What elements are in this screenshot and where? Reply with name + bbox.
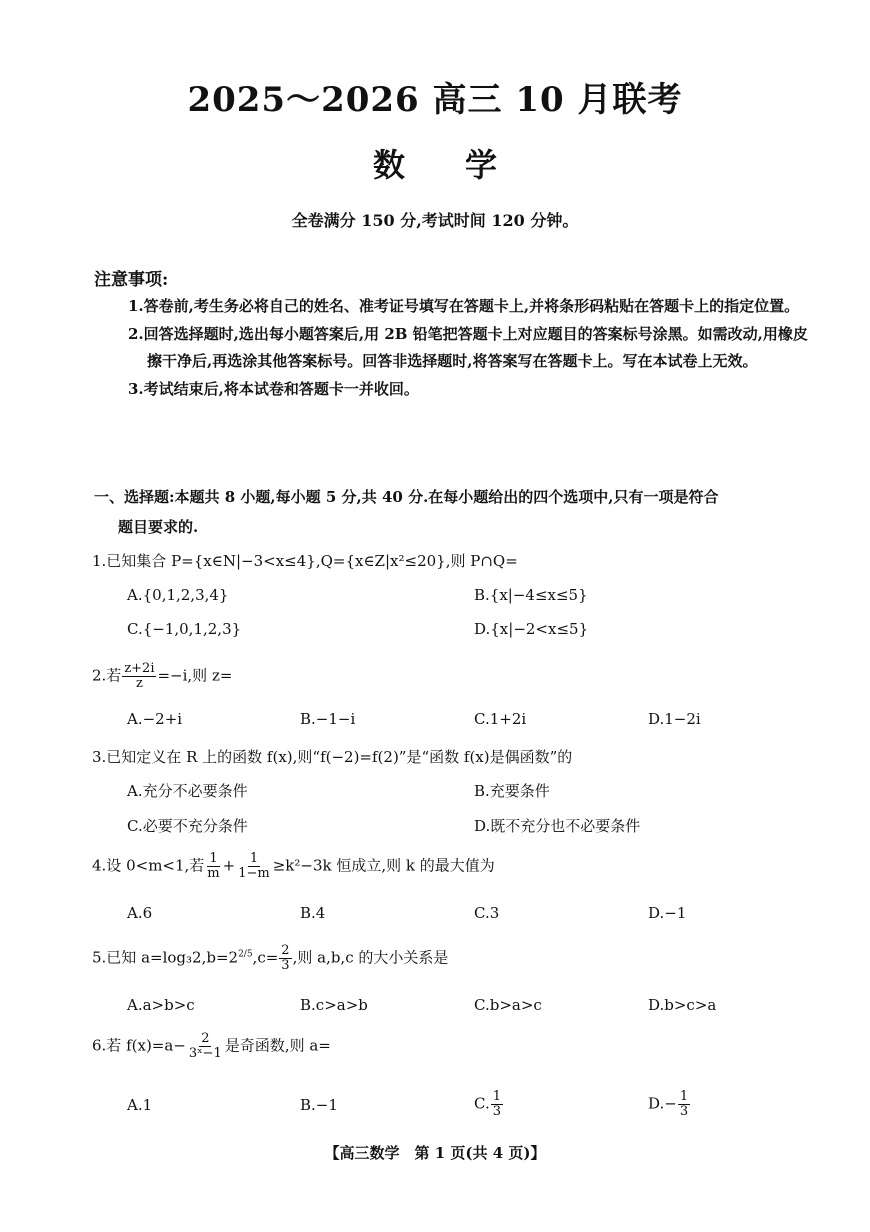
question-2-fraction — [122, 662, 156, 691]
notice-item: 3.考试结束后,将本试卷和答题卡一并收回。 — [128, 380, 419, 398]
fraction-numerator: z+2i — [124, 661, 155, 676]
option-label: C. — [474, 1094, 490, 1113]
question-4-stem-pre: 4.设 0<m<1,若 — [92, 856, 205, 875]
question-4-option-c: C.3 — [474, 904, 500, 922]
fraction-numerator: 1 — [209, 851, 218, 866]
fraction-denominator: 1−m — [238, 866, 270, 881]
question-4-option-b: B.4 — [300, 904, 326, 922]
question-6-stem — [92, 1032, 331, 1061]
question-5-stem-mid: ,c= — [252, 948, 279, 967]
question-5-option-b: B.c>a>b — [300, 996, 368, 1014]
question-3-option-a: A.充分不必要条件 — [127, 782, 248, 800]
question-2-stem — [92, 662, 232, 691]
question-2-option-a: A.−2+i — [127, 710, 183, 728]
page-footer: 【高三数学 第 1 页(共 4 页)】 — [324, 1144, 546, 1162]
section-heading-line2: 题目要求的. — [118, 518, 199, 536]
notice-list — [128, 293, 808, 404]
fraction-numerator: 2 — [281, 943, 290, 958]
question-5-option-a: A.a>b>c — [127, 996, 195, 1014]
question-3-stem: 3.已知定义在 R 上的函数 f(x),则“f(−2)=f(2)”是“函数 f(x)是偶函数”的 — [92, 748, 573, 766]
fraction-denominator: m — [207, 866, 220, 881]
fraction-numerator: 1 — [679, 1089, 689, 1104]
question-6-option-c — [474, 1090, 504, 1119]
section-heading — [94, 482, 806, 542]
fraction-numerator: 2 — [201, 1031, 210, 1046]
question-4-option-a: A.6 — [127, 904, 153, 922]
question-5-stem-pre: 5.已知 a=log₃2,b=2 — [92, 948, 239, 967]
fraction-numerator: 1 — [492, 1089, 501, 1104]
question-1-option-d: D.{x|−2<x≤5} — [474, 620, 589, 638]
question-6-stem-pre: 6.若 f(x)=a− — [92, 1036, 186, 1055]
question-5-option-d: D.b>c>a — [648, 996, 717, 1014]
fraction-denominator: 3 — [679, 1104, 689, 1119]
question-2-option-c: C.1+2i — [474, 710, 527, 728]
question-3-option-d: D.既不充分也不必要条件 — [474, 817, 641, 835]
question-5-stem-post: ,则 a,b,c 的大小关系是 — [292, 948, 449, 967]
fraction-denominator: z — [135, 676, 143, 691]
option-fraction — [491, 1090, 503, 1119]
question-2-option-b: B.−1−i — [300, 710, 356, 728]
question-6-fraction — [187, 1032, 224, 1061]
fraction-numerator: 1 — [249, 851, 259, 866]
exponent: 2/5 — [238, 949, 253, 960]
notice-item: 2.回答选择题时,选出每小题答案后,用 2B 铅笔把答题卡上对应题目的答案标号涂黑。如需改动,用橡皮擦干净后,再选涂其他答案标号。回答非选择题时,将答案写在答题卡上。写在本试卷上无效。 — [128, 325, 808, 370]
question-6-stem-post: 是奇函数,则 a= — [224, 1036, 331, 1055]
question-1-option-c: C.{−1,0,1,2,3} — [127, 620, 242, 638]
question-4-stem-post: ≥k²−3k 恒成立,则 k 的最大值为 — [272, 856, 495, 875]
subject-title: 数学 — [372, 146, 557, 184]
question-1-option-a: A.{0,1,2,3,4} — [127, 586, 229, 604]
notice-item: 1.答卷前,考生务必将自己的姓名、准考证号填写在答题卡上,并将条形码粘贴在答题卡上的指定位置。 — [128, 297, 800, 315]
fraction-denominator: 3 — [281, 958, 290, 973]
question-4-fraction-2 — [236, 852, 272, 881]
question-2-stem-post: =−i,则 z= — [157, 666, 233, 685]
question-6-option-d — [648, 1090, 691, 1119]
question-5-option-c: C.b>a>c — [474, 996, 542, 1014]
question-2-option-d: D.1−2i — [648, 710, 701, 728]
question-4-fraction-1 — [205, 852, 221, 881]
question-2-stem-pre: 2.若 — [92, 666, 122, 685]
option-fraction — [678, 1090, 690, 1119]
plus-sign: + — [222, 856, 236, 875]
question-3-option-c: C.必要不充分条件 — [127, 817, 248, 835]
question-3-option-b: B.充要条件 — [474, 782, 550, 800]
exam-meta: 全卷满分 150 分,考试时间 120 分钟。 — [291, 211, 579, 230]
question-4-option-d: D.−1 — [648, 904, 687, 922]
question-1-option-b: B.{x|−4≤x≤5} — [474, 586, 588, 604]
question-4-stem — [92, 852, 495, 881]
exam-title: 2025～2026 高三 10 月联考 — [187, 80, 683, 120]
notice-heading: 注意事项: — [94, 270, 169, 290]
fraction-denominator: 3 — [492, 1104, 501, 1119]
fraction-denominator: 3ˣ−1 — [188, 1046, 222, 1061]
option-label: D.− — [648, 1094, 677, 1113]
question-5-stem — [92, 944, 448, 973]
section-heading-line1: 一、选择题:本题共 8 小题,每小题 5 分,共 40 分.在每小题给出的四个选项中,只有一项是符合 — [94, 488, 719, 506]
question-6-option-b: B.−1 — [300, 1096, 338, 1114]
question-6-option-a: A.1 — [127, 1096, 153, 1114]
question-5-fraction — [279, 944, 291, 973]
question-1-stem: 1.已知集合 P={x∈N|−3<x≤4},Q={x∈Z|x²≤20},则 P∩Q= — [92, 552, 518, 570]
